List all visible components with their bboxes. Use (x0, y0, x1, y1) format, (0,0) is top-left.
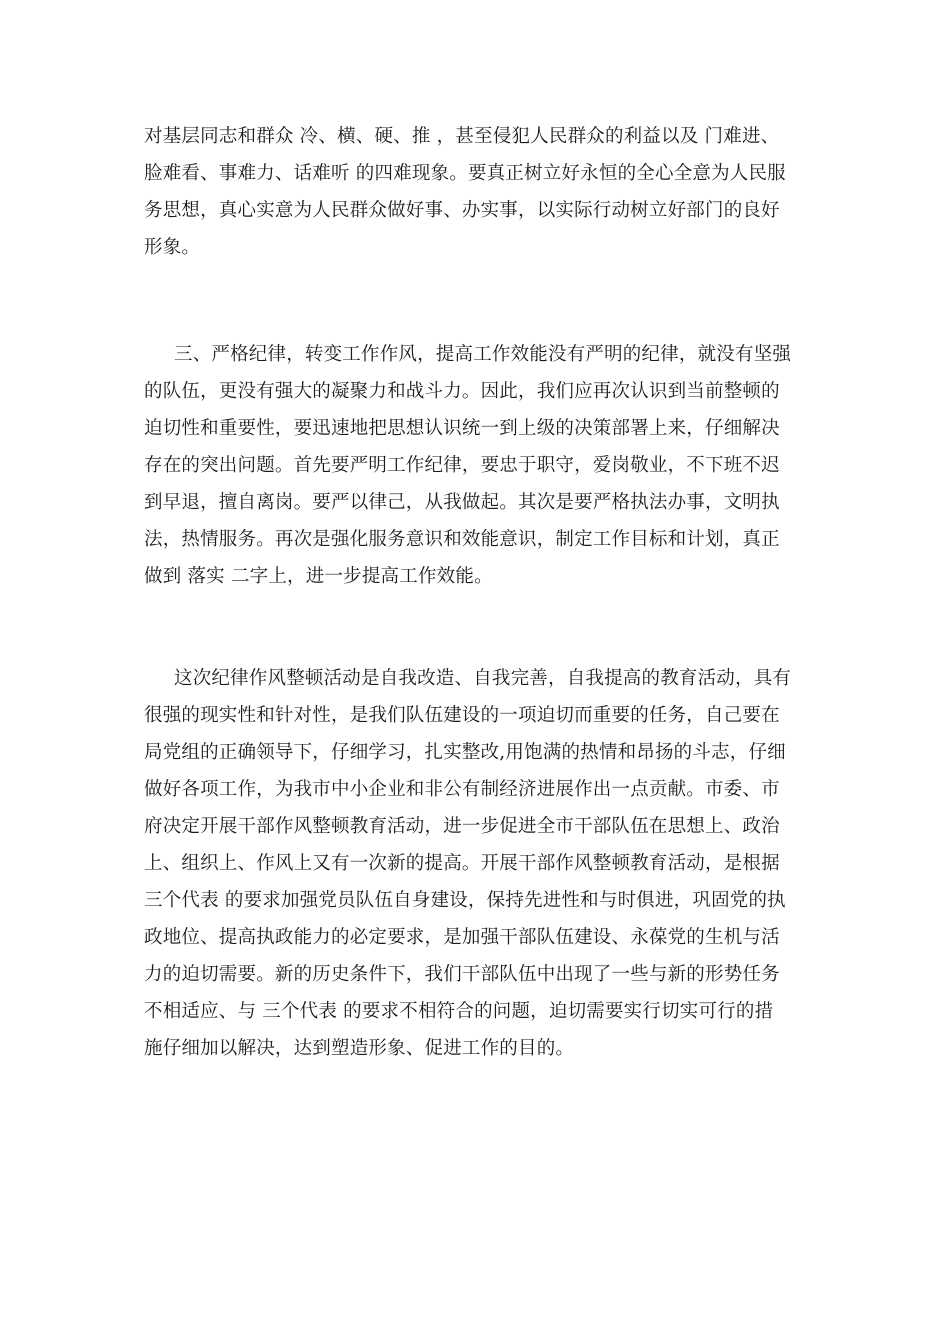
text-line: 政地位、提高执政能力的必定要求，是加强干部队伍建设、永葆党的生机与活 (144, 927, 780, 948)
text-line: 形象。 (144, 237, 201, 258)
paragraph-rectification-campaign (144, 660, 808, 1067)
text-line: 存在的突出问题。首先要严明工作纪律，要忠于职守，爱岗敬业，不下班不迟 (144, 455, 780, 476)
text-line: 三、严格纪律，转变工作作风，提高工作效能没有严明的纪律，就没有坚强 (174, 344, 792, 365)
text-line: 脸难看、事难力、话难听 的四难现象。要真正树立好永恒的全心全意为人民服 (144, 163, 786, 184)
text-line: 施仔细加以解决，达到塑造形象、促进工作的目的。 (144, 1038, 575, 1059)
text-line: 迫切性和重要性，要迅速地把思想认识统一到上级的决策部署上来，仔细解决 (144, 418, 780, 439)
text-line: 三个代表 的要求加强党员队伍自身建设，保持先进性和与时俱进，巩固党的执 (144, 890, 786, 911)
text-line: 做到 落实 二字上，进一步提高工作效能。 (144, 566, 493, 587)
text-line: 做好各项工作，为我市中小企业和非公有制经济进展作出一点贡献。市委、市 (144, 779, 780, 800)
text-line: 不相适应、与 三个代表 的要求不相符合的问题，迫切需要实行切实可行的措 (144, 1001, 774, 1022)
text-line: 很强的现实性和针对性，是我们队伍建设的一项迫切而重要的任务，自己要在 (144, 705, 780, 726)
text-line: 法，热情服务。再次是强化服务意识和效能意识，制定工作目标和计划，真正 (144, 529, 780, 550)
paragraph-strict-discipline (144, 336, 808, 595)
text-line: 府决定开展干部作风整顿教育活动，进一步促进全市干部队伍在思想上、政治 (144, 816, 780, 837)
text-line: 务思想，真心实意为人民群众做好事、办实事，以实际行动树立好部门的良好 (144, 200, 780, 221)
paragraph-four-difficulties (144, 118, 808, 266)
text-line: 到早退，擅自离岗。要严以律己，从我做起。其次是要严格执法办事，文明执 (144, 492, 780, 513)
text-line: 局党组的正确领导下，仔细学习，扎实整改,用饱满的热情和昂扬的斗志，仔细 (144, 742, 786, 763)
text-line: 这次纪律作风整顿活动是自我改造、自我完善，自我提高的教育活动，具有 (174, 668, 792, 689)
text-line: 的队伍，更没有强大的凝聚力和战斗力。因此，我们应再次认识到当前整顿的 (144, 381, 780, 402)
text-line: 力的迫切需要。新的历史条件下，我们干部队伍中出现了一些与新的形势任务 (144, 964, 780, 985)
text-line: 对基层同志和群众 冷、横、硬、推 ，甚至侵犯人民群众的利益以及 门难进、 (144, 126, 780, 147)
text-line: 上、组织上、作风上又有一次新的提高。开展干部作风整顿教育活动，是根据 (144, 853, 780, 874)
